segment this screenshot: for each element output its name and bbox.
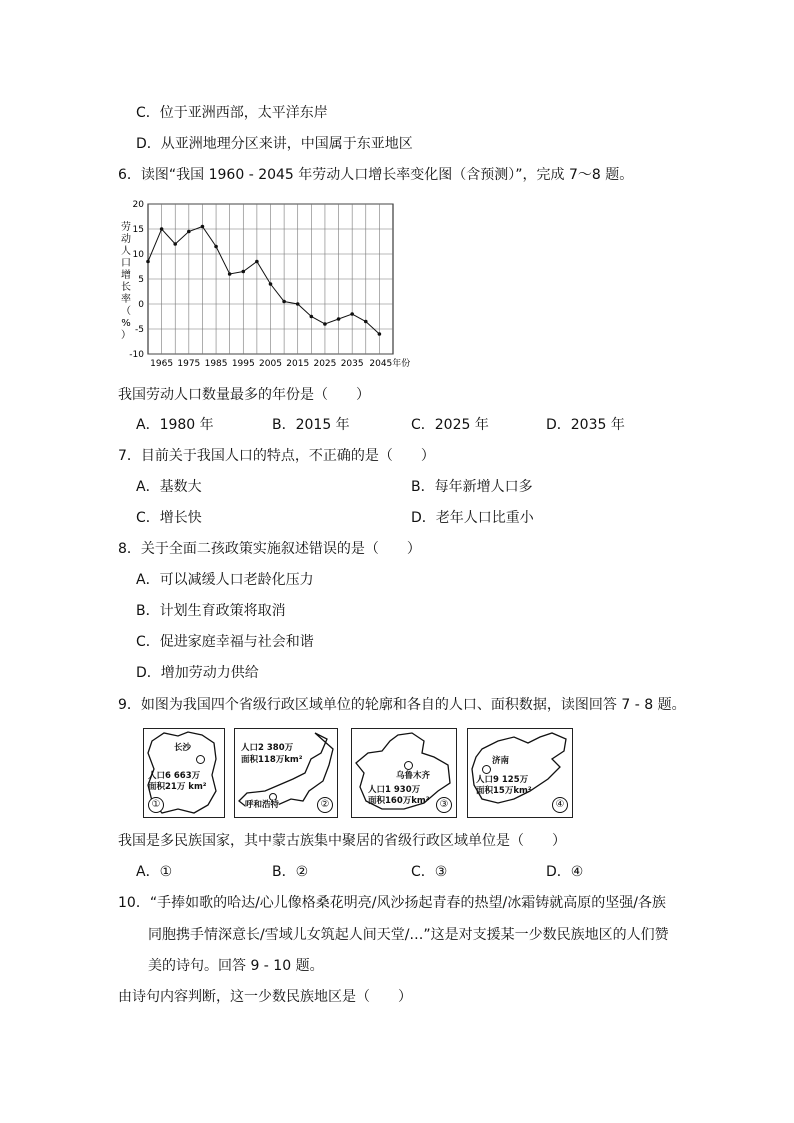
x-tick-label: 2035 — [340, 359, 364, 368]
data-point — [282, 300, 286, 304]
x-tick-label: 1985 — [204, 359, 228, 368]
q6-stem: 我国劳动人口数量最多的年份是（ ） — [118, 387, 370, 403]
x-tick-label: 1975 — [177, 359, 201, 368]
q5-option-c: C．位于亚洲西部，太平洋东岸 — [136, 105, 328, 121]
q7-option-d[interactable]: D．老年人口比重小 — [411, 510, 534, 526]
y-axis-label: 劳动人口增长率（%） — [121, 222, 131, 341]
map-3-population: 人口1 930万 — [368, 785, 421, 795]
province-map-4 — [467, 728, 573, 818]
series-line — [148, 227, 379, 335]
q7-option-c[interactable]: C．增长快 — [136, 510, 202, 526]
data-point — [296, 302, 300, 306]
y-tick-label: 5 — [138, 275, 144, 285]
y-tick-label: 15 — [132, 225, 144, 235]
map-4-number: ④ — [552, 797, 568, 813]
x-tick-label: 2025 — [313, 359, 337, 368]
map-2-area: 面积118万km² — [241, 755, 303, 765]
map-3-area: 面积160万km² — [368, 796, 430, 806]
q8-option-b[interactable]: B．计划生育政策将取消 — [136, 603, 286, 619]
y-tick-label: -10 — [129, 350, 144, 360]
data-point — [187, 230, 191, 234]
map-4-city: 济南 — [492, 756, 510, 766]
q6-option-d[interactable]: D．2035 年 — [546, 417, 625, 433]
q9-text: 9．如图为我国四个省级行政区域单位的轮廓和各自的人口、面积数据，读图回答 7 - 8 题。 — [118, 697, 686, 713]
data-point — [201, 225, 205, 229]
data-point — [350, 312, 354, 316]
x-tick-label: 1965 — [150, 359, 174, 368]
data-point — [255, 260, 259, 264]
q9-option-a[interactable]: A．① — [136, 864, 173, 880]
q6-option-b[interactable]: B．2015 年 — [272, 417, 350, 433]
q9-stem: 我国是多民族国家，其中蒙古族集中聚居的省级行政区域单位是（ ） — [118, 833, 566, 849]
map-3-number: ③ — [436, 797, 452, 813]
q6-option-a[interactable]: A．1980 年 — [136, 417, 214, 433]
data-point — [173, 242, 177, 246]
q10-text-line2: 同胞携手情深意长/雪域儿女筑起人间天堂/…”这是对支援某一少数民族地区的人们赞 — [148, 927, 669, 943]
map-4-population: 人口9 125万 — [476, 775, 529, 785]
q9-option-c[interactable]: C．③ — [411, 864, 448, 880]
y-tick-label: 0 — [138, 300, 144, 310]
map-3-city: 乌鲁木齐 — [396, 771, 431, 781]
capital-marker-1 — [196, 755, 205, 764]
map-1-population: 人口6 663万 — [148, 771, 201, 781]
province-map-1 — [143, 728, 225, 818]
data-point — [146, 260, 150, 264]
q9-option-b[interactable]: B．② — [272, 864, 309, 880]
data-point — [337, 317, 341, 321]
data-point — [364, 320, 368, 324]
y-tick-label: 20 — [132, 200, 144, 210]
q8-option-a[interactable]: A．可以减缓人口老龄化压力 — [136, 572, 314, 588]
map-1-number: ① — [148, 797, 164, 813]
q7-option-a[interactable]: A．基数大 — [136, 479, 202, 495]
map-2-number: ② — [317, 797, 333, 813]
q5-option-d: D．从亚洲地理分区来讲，中国属于东亚地区 — [136, 136, 413, 152]
data-point — [228, 272, 232, 276]
province-map-2 — [234, 728, 338, 818]
map-4-area: 面积15万km² — [476, 786, 532, 796]
province-map-3 — [351, 728, 457, 818]
map-1-city: 长沙 — [174, 743, 192, 753]
capital-marker-3 — [404, 761, 413, 770]
data-point — [214, 245, 218, 249]
data-point — [310, 315, 314, 319]
x-tick-label: 1995 — [231, 359, 255, 368]
data-point — [323, 322, 327, 326]
data-point — [378, 332, 382, 336]
q8-text: 8．关于全面二孩政策实施叙述错误的是（ ） — [118, 541, 421, 557]
map-1-area: 面积21万 km² — [148, 782, 207, 792]
q6-option-c[interactable]: C．2025 年 — [411, 417, 489, 433]
q8-option-d[interactable]: D．增加劳动力供给 — [136, 665, 259, 681]
x-tick-label: 2015 — [286, 359, 310, 368]
capital-marker-4 — [482, 765, 491, 774]
map-2-city: 呼和浩特 — [245, 800, 280, 810]
y-tick-label: 10 — [132, 250, 144, 260]
q7-text: 7．目前关于我国人口的特点，不正确的是（ ） — [118, 448, 435, 464]
data-point — [160, 227, 164, 231]
q10-stem: 由诗句内容判断，这一少数民族地区是（ ） — [118, 989, 412, 1005]
data-point — [269, 282, 273, 286]
q9-option-d[interactable]: D．④ — [546, 864, 584, 880]
map-2-population: 人口2 380万 — [241, 743, 294, 753]
x-tick-label: 2045年份 — [369, 359, 411, 368]
q10-text-line1: 10．“手捧如歌的哈达/心儿像格桑花明亮/风沙扬起青春的热望/冰霜铸就高原的坚强/各族 — [118, 895, 666, 911]
x-tick-label: 2005 — [259, 359, 282, 368]
labor-growth-chart — [118, 196, 428, 368]
q10-text-line3: 美的诗句。回答 9 - 10 题。 — [148, 958, 324, 974]
y-tick-label: -5 — [135, 325, 144, 335]
q7-option-b[interactable]: B．每年新增人口多 — [411, 479, 533, 495]
q6-text: 6．读图“我国 1960 - 2045 年劳动人口增长率变化图（含预测）”，完成 7～8 题。 — [118, 167, 634, 183]
data-point — [241, 270, 245, 274]
q8-option-c[interactable]: C．促进家庭幸福与社会和谐 — [136, 634, 314, 650]
